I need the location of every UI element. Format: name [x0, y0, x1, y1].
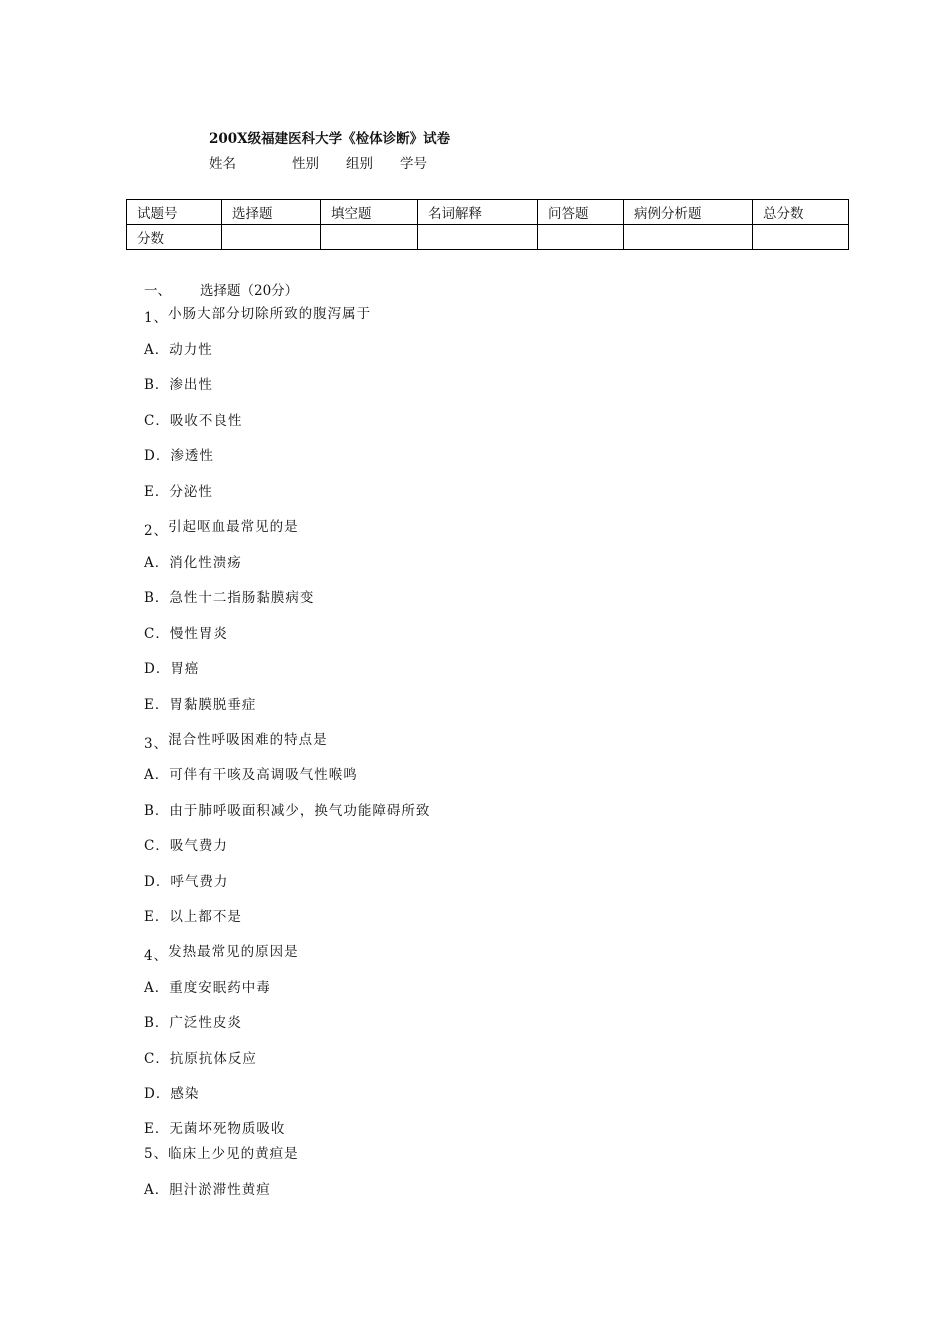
- question-text: 混合性呼吸困难的特点是: [168, 732, 328, 748]
- option: B．由于肺呼吸面积减少，换气功能障碍所致: [144, 803, 431, 819]
- question-4: [144, 940, 299, 964]
- score-table-score-row: [127, 225, 849, 250]
- score-cell: [538, 225, 624, 250]
- question-number: 1、: [144, 310, 169, 326]
- option: A．重度安眠药中毒: [144, 980, 271, 996]
- option: C．吸收不良性: [144, 413, 243, 429]
- question-text: 引起呕血最常见的是: [168, 519, 299, 535]
- option: E．胃黏膜脱垂症: [144, 697, 257, 713]
- field-gender: 性别: [292, 156, 319, 172]
- section-number: 一、: [144, 283, 171, 299]
- option: B．渗出性: [144, 377, 213, 393]
- option: E．分泌性: [144, 484, 213, 500]
- field-group: 组别: [346, 156, 373, 172]
- option: D．感染: [144, 1086, 200, 1102]
- option: D．渗透性: [144, 448, 214, 464]
- option: C．抗原抗体反应: [144, 1051, 257, 1067]
- score-header-cell: 总分数: [753, 200, 849, 225]
- section-title: 选择题（20分）: [200, 283, 299, 299]
- question-number: 5、: [144, 1146, 169, 1162]
- score-cell: [418, 225, 538, 250]
- question-number: 3、: [144, 736, 169, 752]
- option: B．广泛性皮炎: [144, 1015, 242, 1031]
- exam-title: 200X级福建医科大学《检体诊断》试卷: [209, 131, 451, 147]
- question-text: 小肠大部分切除所致的腹泻属于: [168, 306, 372, 322]
- question-text: 发热最常见的原因是: [168, 944, 299, 960]
- question-number: 2、: [144, 523, 169, 539]
- option: A．消化性溃疡: [144, 555, 242, 571]
- option: C．吸气费力: [144, 838, 228, 854]
- field-name: 姓名: [209, 156, 236, 172]
- field-student-id: 学号: [400, 156, 427, 172]
- question-5: [144, 1142, 299, 1162]
- score-header-cell: 名词解释: [418, 200, 538, 225]
- score-cell: [753, 225, 849, 250]
- score-header-cell: 选择题: [222, 200, 321, 225]
- question-1: [144, 302, 372, 326]
- option: A．胆汁淤滞性黄疸: [144, 1182, 271, 1198]
- option: A．动力性: [144, 342, 213, 358]
- option: E．无菌坏死物质吸收: [144, 1121, 286, 1137]
- section-heading: [144, 279, 298, 299]
- score-table: [126, 199, 849, 250]
- option: D．胃癌: [144, 661, 200, 677]
- option: B．急性十二指肠黏膜病变: [144, 590, 315, 606]
- option: E．以上都不是: [144, 909, 242, 925]
- score-cell: [624, 225, 753, 250]
- score-cell: [321, 225, 418, 250]
- score-header-cell: 问答题: [538, 200, 624, 225]
- question-3: [144, 728, 328, 752]
- question-number: 4、: [144, 948, 169, 964]
- question-text: 临床上少见的黄疸是: [168, 1146, 299, 1162]
- option: A．可伴有干咳及高调吸气性喉鸣: [144, 767, 358, 783]
- score-header-cell: 病例分析题: [624, 200, 753, 225]
- option: D．呼气费力: [144, 874, 229, 890]
- score-cell: [222, 225, 321, 250]
- score-header-cell: 填空题: [321, 200, 418, 225]
- score-row-label: 分数: [127, 225, 222, 250]
- score-header-cell: 试题号: [127, 200, 222, 225]
- option: C．慢性胃炎: [144, 626, 228, 642]
- score-table-header-row: [127, 200, 849, 225]
- question-2: [144, 515, 299, 539]
